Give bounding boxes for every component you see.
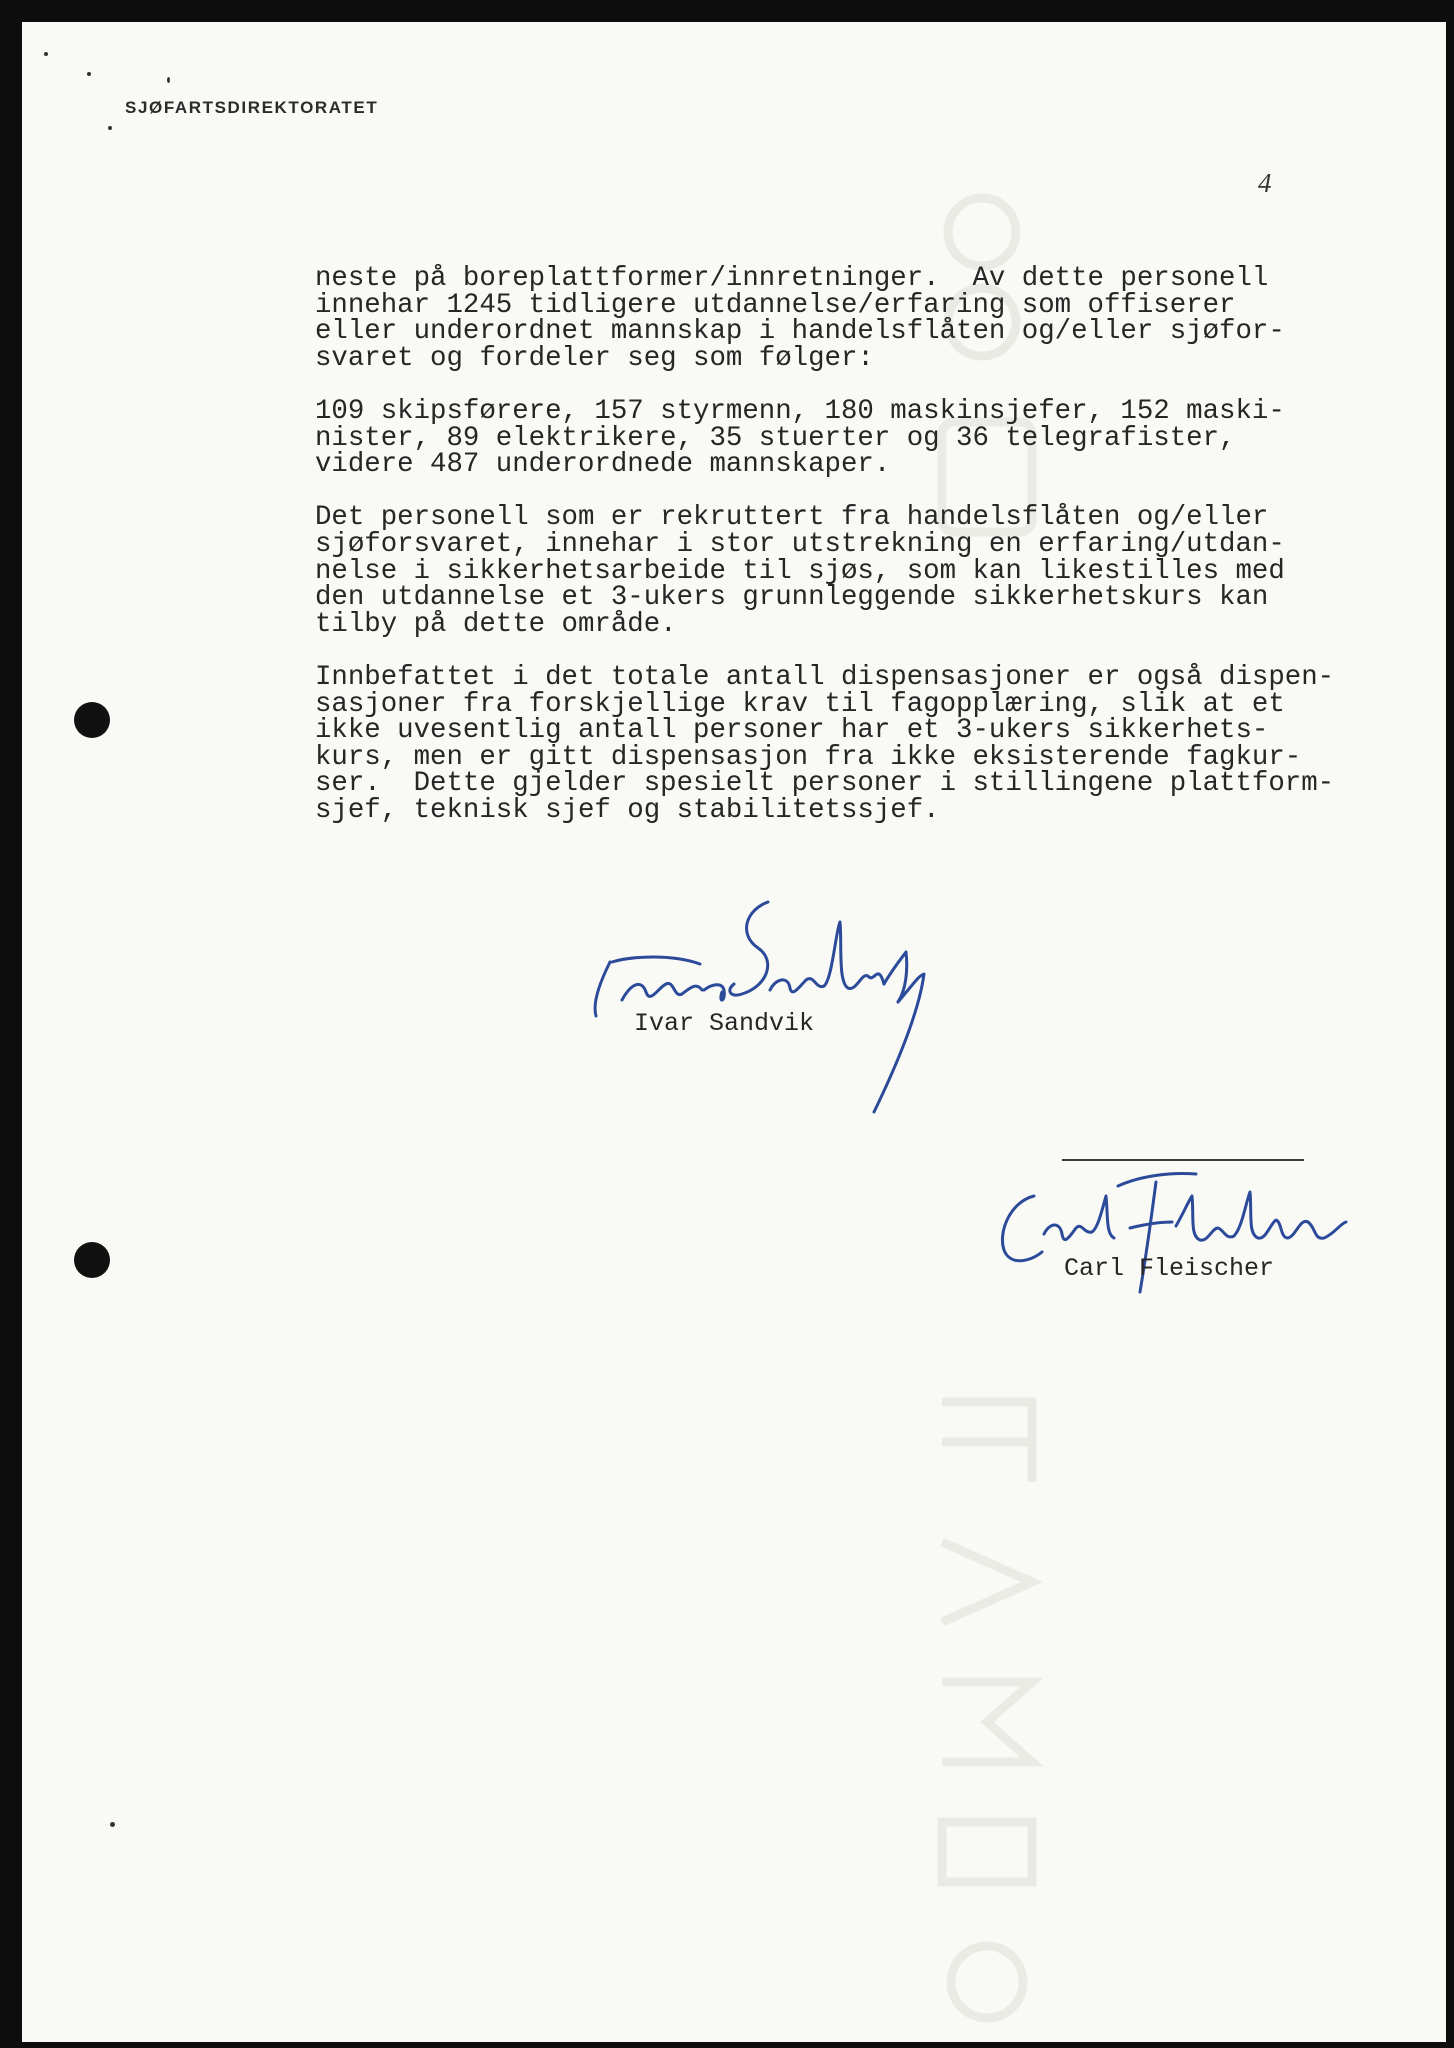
signatory-name: Carl Fleischer <box>1064 1254 1275 1283</box>
text-line: ikke uvesentlig antall personer har et 3-ukers sikkerhets- <box>315 715 1269 747</box>
punch-hole <box>74 1242 110 1278</box>
paragraph <box>315 502 1425 640</box>
text-line: svaret og fordeler seg som følger: <box>315 342 874 374</box>
punch-hole <box>74 702 110 738</box>
text-line: nister, 89 elektrikere, 35 stuerter og 36 telegrafister, <box>315 422 1236 454</box>
margin-speck <box>87 72 91 76</box>
margin-speck <box>110 1822 115 1827</box>
document-page <box>22 22 1446 2042</box>
text-line: eller underordnet mannskap i handelsflåten og/eller sjøfor- <box>315 316 1285 348</box>
text-line: innehar 1245 tidligere utdannelse/erfaring som offiserer <box>315 289 1236 321</box>
letterhead-org: SJØFARTSDIREKTORATET <box>125 98 379 117</box>
margin-speck <box>44 52 48 56</box>
margin-speck <box>167 77 170 83</box>
text-line: sasjoner fra forskjellige krav til fagopplæring, slik at et <box>315 688 1285 720</box>
text-line: nelse i sikkerhetsarbeide til sjøs, som kan likestilles med <box>315 555 1285 587</box>
signature-rule <box>1062 1159 1304 1161</box>
page-number: 4 <box>1258 168 1272 198</box>
text-line: sjøforsvaret, innehar i stor utstrekning en erfaring/utdan- <box>315 528 1285 560</box>
text-line: videre 487 underordnede mannskaper. <box>315 449 891 481</box>
paragraph <box>315 263 1425 374</box>
paragraph <box>315 395 1425 481</box>
text-line: sjef, teknisk sjef og stabilitetssjef. <box>315 794 940 826</box>
text-line: Innbefattet i det totale antall dispensasjoner er også dispen- <box>315 661 1335 693</box>
text-line: tilby på dette område. <box>315 608 677 640</box>
text-line: ser. Dette gjelder spesielt personer i stillingene plattform- <box>315 768 1335 800</box>
signatory-name: Ivar Sandvik <box>634 1009 815 1038</box>
text-line: 109 skipsførere, 157 styrmenn, 180 maskinsjefer, 152 maski- <box>315 395 1285 427</box>
text-line: den utdannelse et 3-ukers grunnleggende sikkerhetskurs kan <box>315 582 1269 614</box>
paragraph <box>315 661 1425 826</box>
text-line: neste på boreplattformer/innretninger. Av dette personell <box>315 263 1269 294</box>
text-line: kurs, men er gitt dispensasjon fra ikke eksisterende fagkur- <box>315 741 1302 773</box>
letter-body <box>315 263 1425 851</box>
margin-speck <box>108 126 112 130</box>
text-line: Det personell som er rekruttert fra handelsflåten og/eller <box>315 502 1269 534</box>
